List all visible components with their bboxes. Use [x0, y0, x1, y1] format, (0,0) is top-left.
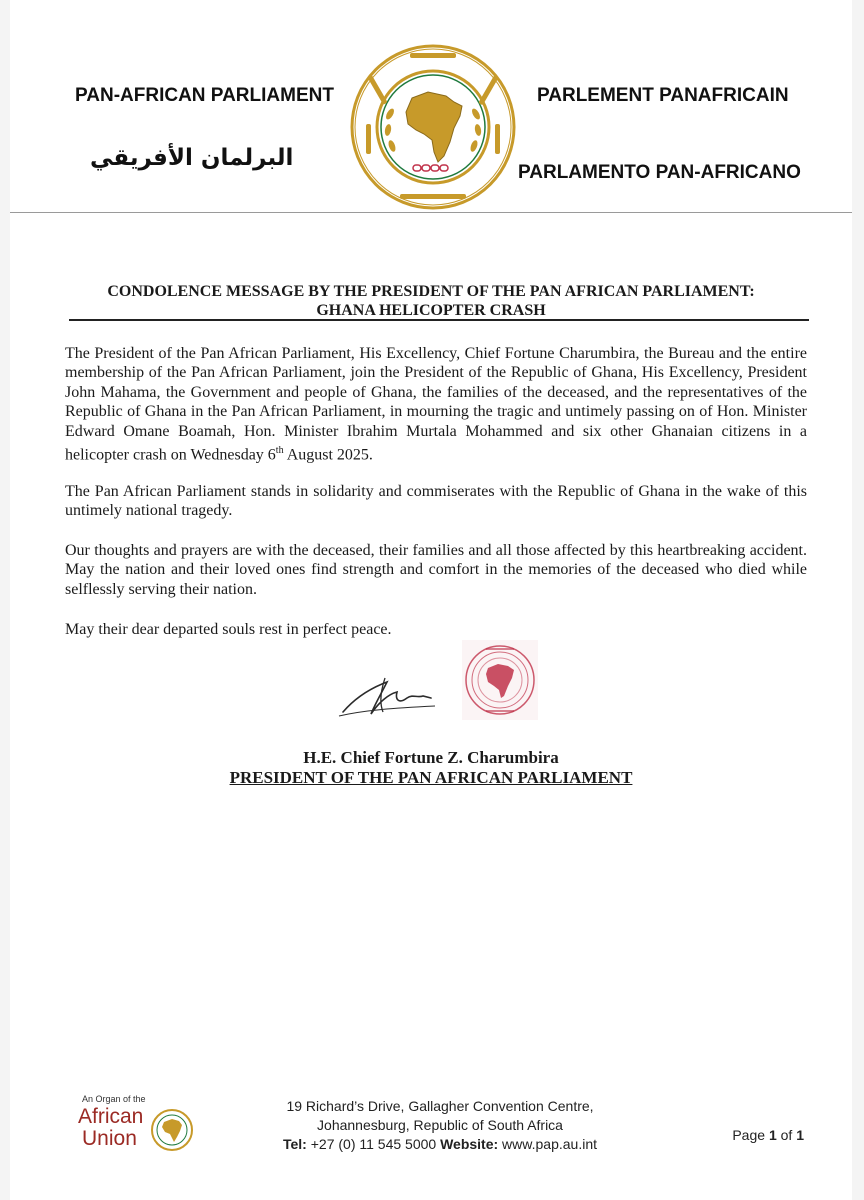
paragraph-3: Our thoughts and prayers are with the deceased, their families and all those affected by this heartbreaking accident. May the nation and their loved ones find strength and comfort in the memories of the deceased who died while selflessly serving their nation. [65, 542, 807, 598]
header-divider [10, 212, 852, 213]
document-page [10, 0, 852, 1200]
page-total: 1 [796, 1127, 804, 1143]
au-name-line-1: African [78, 1105, 144, 1128]
website-value: www.pap.au.int [498, 1136, 598, 1152]
title-line-1: CONDOLENCE MESSAGE BY THE PRESIDENT OF THE PAN AFRICAN PARLIAMENT: [107, 283, 755, 300]
au-emblem-icon [150, 1108, 194, 1152]
au-organ-label: An Organ of the [82, 1094, 146, 1104]
au-name-line-2: Union [82, 1127, 137, 1150]
document-title [30, 282, 832, 320]
header-name-portuguese: PARLAMENTO PAN-AFRICANO [518, 162, 801, 183]
paragraph-1-text: The President of the Pan African Parliament, His Excellency, Chief Fortune Charumbira, the Bureau and the entire membership of the Pan African Parliament, join the President of the Republic of Ghana, His Excellency, President John Mahama, the Government and people of Ghana, the families of the deceased, and the representatives of the Republic of Ghana in the Pan African Parliament, in mourning the tragic and untimely passing on of Hon. Minister Edward Omane Boamah, Hon. Minister Ibrahim Murtala Mohammed and six other Ghanaian citizens in a helicopter crash on Wednesday 6 [65, 345, 807, 464]
tel-label: Tel: [282, 1136, 307, 1152]
paragraph-1 [65, 344, 807, 465]
signatory-name: H.E. Chief Fortune Z. Charumbira [303, 748, 559, 767]
signatory-position [30, 768, 832, 788]
pap-logo [350, 44, 516, 210]
title-line-2: GHANA HELICOPTER CRASH [316, 302, 546, 319]
page-label: Page [732, 1127, 769, 1143]
footer-contact [220, 1135, 660, 1154]
header-name-arabic: البرلمان الأفريقي [90, 145, 294, 171]
page-of: of [776, 1127, 797, 1143]
paragraph-1-tail: August 2025. [283, 446, 373, 464]
page-current: 1 [768, 1127, 777, 1143]
tel-value: +27 (0) 11 545 5000 [306, 1136, 441, 1152]
handwritten-signature [335, 668, 445, 723]
header-name-english: PAN-AFRICAN PARLIAMENT [75, 85, 334, 106]
header-name-french: PARLEMENT PANAFRICAIN [537, 85, 789, 106]
paragraph-4: May their dear departed souls rest in perfect peace. [65, 621, 392, 638]
title-underline [69, 319, 809, 321]
signatory-position-text: PRESIDENT OF THE PAN AFRICAN PARLIAMENT [229, 768, 633, 787]
footer-address-line-1: 19 Richard’s Drive, Gallagher Convention Centre, [286, 1098, 594, 1114]
page-number [732, 1127, 804, 1143]
ordinal-suffix: th [275, 445, 284, 457]
paragraph-2: The Pan African Parliament stands in solidarity and commiserates with the Republic of Ghana in the wake of this untimely national tragedy. [65, 483, 807, 520]
footer-address-line-2: Johannesburg, Republic of South Africa [317, 1117, 563, 1133]
official-stamp [462, 640, 538, 720]
website-label: Website: [440, 1136, 499, 1152]
